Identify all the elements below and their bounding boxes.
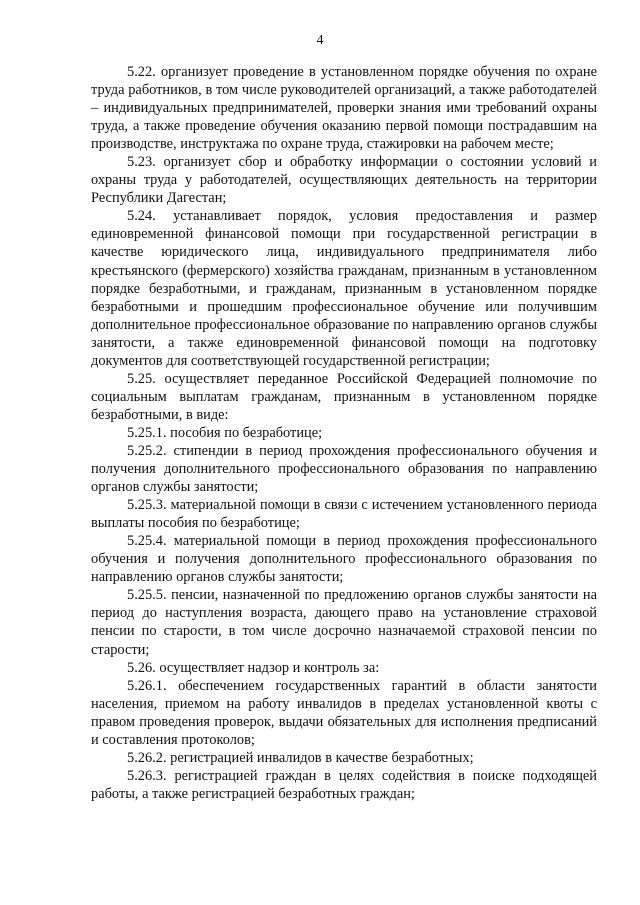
document-body [91, 63, 597, 803]
paragraph-5-26-1: 5.26.1. обеспечением государственных гарантий в области занятости населения, приемом на работу инвалидов в пределах установленной квоты с правом проведения проверок, выдачи обязательных для исполнения предписаний и составления протоколов; [91, 677, 597, 748]
paragraph-5-23: 5.23. организует сбор и обработку информации о состоянии условий и охраны труда у работодателей, осуществляющих деятельность на территории Республики Дагестан; [91, 154, 597, 207]
paragraph-5-25-2: 5.25.2. стипендии в период прохождения профессионального обучения и получения дополнительного профессионального образования по направлению органов службы занятости; [91, 442, 597, 496]
page-number: 4 [316, 33, 324, 48]
paragraph-5-26: 5.26. осуществляет надзор и контроль за: [127, 659, 380, 676]
paragraph-5-24: 5.24. устанавливает порядок, условия предоставления и размер единовременной финансовой помощи при государственной регистрации в качестве юридического лица, индивидуального предпринимателя либо крестьянского (фермерского) хозяйства гражданам, признанным в установленном порядке безработными, и гражданам, признанным в установленном порядке безработными и прошедшим профессиональное обучение или получившим дополнительное профессиональное образование по направлению органов службы занятости, а также единовременной финансовой помощи на подготовку документов для соответствующей государственной регистрации; [91, 208, 597, 369]
paragraph-5-26-3: 5.26.3. регистрацией граждан в целях содействия в поиске подходящей работы, а также регистрацией безработных граждан; [91, 767, 597, 802]
paragraph-5-25: 5.25. осуществляет переданное Российской Федерацией полномочие по социальным выплатам гражданам, признанным в установленном порядке безработными, в виде: [91, 370, 597, 423]
paragraph-5-25-1: 5.25.1. пособия по безработице; [127, 424, 323, 441]
paragraph-5-22: 5.22. организует проведение в установленном порядке обучения по охране труда работников, в том числе руководителей организаций, а также работодателей – индивидуальных предпринимателей, проверки знания ими требований охраны труда, а также проведение обучения оказанию первой помощи пострадавшим на производстве, инструктажа по охране труда, стажировки на рабочем месте; [91, 64, 597, 153]
paragraph-5-25-3: 5.25.3. материальной помощи в связи с истечением установленного периода выплаты пособия по безработице; [91, 497, 597, 532]
paragraph-5-25-5: 5.25.5. пенсии, назначенной по предложению органов службы занятости на период до наступления возраста, дающего право на установление страховой пенсии по старости, в том числе досрочно назначаемой страховой пенсии по старости; [91, 587, 597, 658]
paragraph-5-26-2: 5.26.2. регистрацией инвалидов в качестве безработных; [127, 749, 474, 766]
paragraph-5-25-4: 5.25.4. материальной помощи в период прохождения профессионального обучения и получения дополнительного профессионального образования по направлению органов службы занятости; [91, 533, 597, 586]
